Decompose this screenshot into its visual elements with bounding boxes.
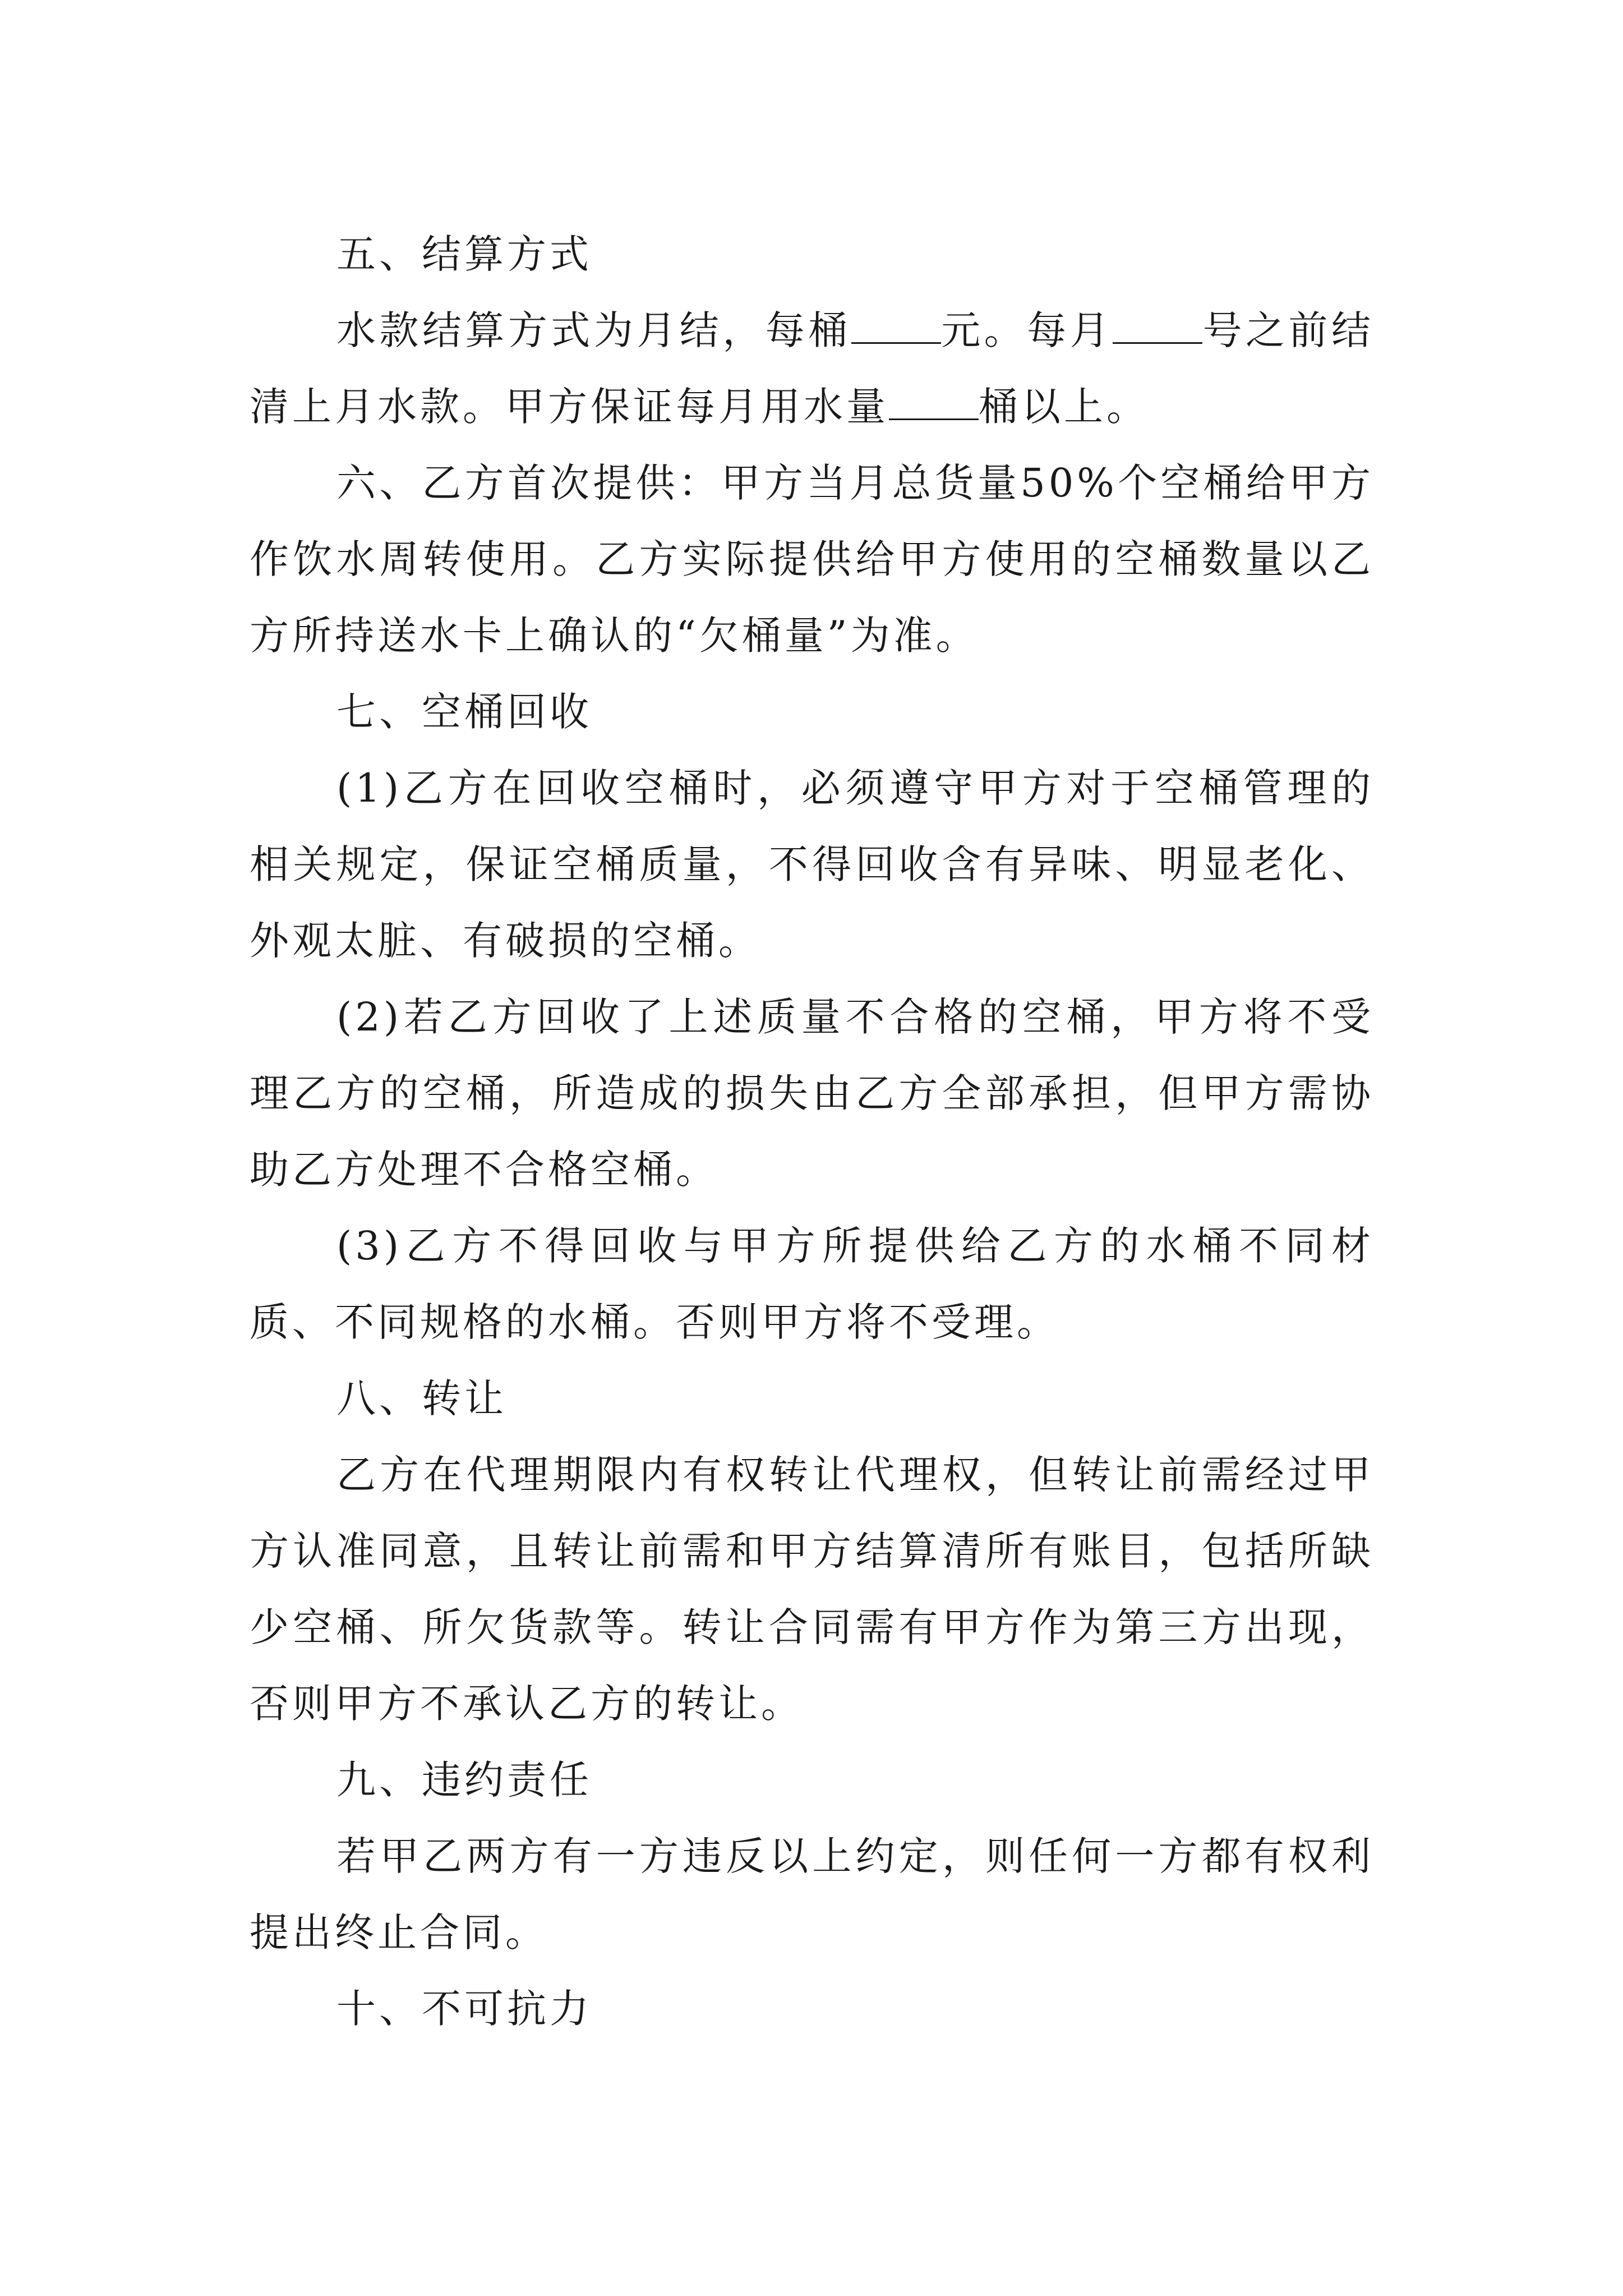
- section-heading-bucket-recovery: 七、空桶回收: [336, 689, 592, 735]
- transfer-paragraph: 乙方在代理期限内有权转让代理权，但转让前需经过甲方认准同意，且转让前需和甲方结算清所有账目，包括所缺少空桶、所欠货款等。转让合同需有甲方作为第三方出现，否则甲方不承认乙方的转让。: [250, 1452, 1374, 1727]
- section-heading-breach: 九、违约责任: [336, 1757, 592, 1803]
- text-segment: 水款结算方式为月结，每桶: [336, 307, 851, 353]
- text-segment: 桶以上。: [979, 384, 1149, 430]
- bucket-recovery-item-2: (2)若乙方回收了上述质量不合格的空桶，甲方将不受理乙方的空桶，所造成的损失由乙方全部承担，但甲方需协助乙方处理不合格空桶。: [250, 994, 1374, 1193]
- section-first-supply: 六、乙方首次提供：甲方当月总货量50%个空桶给甲方作饮水周转使用。乙方实际提供给甲方使用的空桶数量以乙方所持送水卡上确认的“欠桶量”为准。: [250, 460, 1374, 659]
- settlement-paragraph: [250, 292, 1374, 445]
- price-blank: [851, 311, 941, 344]
- date-blank: [1113, 311, 1202, 344]
- document-page: [250, 216, 1374, 2047]
- bucket-recovery-item-3: (3)乙方不得回收与甲方所提供给乙方的水桶不同材质、不同规格的水桶。否则甲方将不受理。: [250, 1223, 1374, 1345]
- bucket-recovery-item-1: (1)乙方在回收空桶时，必须遵守甲方对于空桶管理的相关规定，保证空桶质量，不得回收含有异味、明显老化、外观太脏、有破损的空桶。: [250, 765, 1374, 964]
- breach-paragraph: 若甲乙两方有一方违反以上约定，则任何一方都有权利提出终止合同。: [250, 1833, 1374, 1955]
- section-heading-transfer: 八、转让: [336, 1375, 507, 1421]
- quantity-blank: [889, 387, 979, 420]
- section-heading-settlement: 五、结算方式: [336, 231, 592, 277]
- section-heading-force-majeure: 十、不可抗力: [336, 1986, 592, 2032]
- text-segment: 元。每月: [940, 307, 1113, 353]
- text-segment: 号之前结清上月水款。甲方保证每月用水量: [250, 307, 1375, 430]
